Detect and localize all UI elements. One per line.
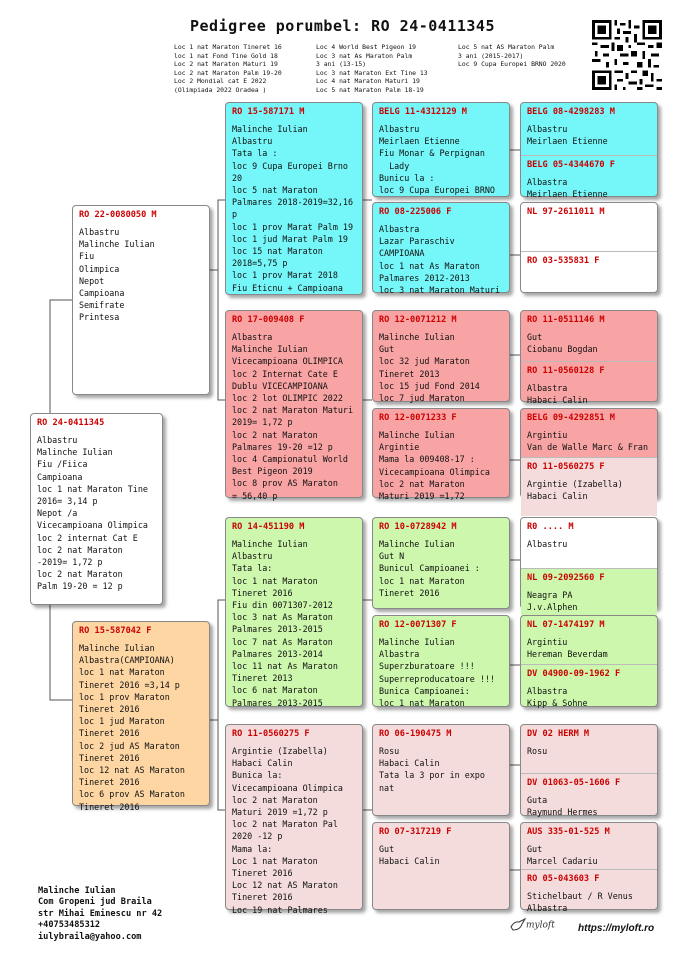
gggp-ring: RO 03-535831 F [527,256,600,266]
great-grandparent-info: Rosu Habaci Calin Tata la 3 por in expo nat [379,746,485,793]
grandparent-info: Argintie (Izabella) Habaci Calin Bunica la: Vicecampioana Olimpica loc 2 nat Maraton Maturi 2019 =1,72 p loc 2 nat Maraton Pal 2020 -12 p Mama la: Loc 1 nat Maraton Tineret 2016 Loc 12 nat AS Maraton Tineret 2016 Loc 19 nat Palmares [232,746,343,915]
gggp-info: Rosu [527,746,548,756]
gggp-entry[interactable] [521,155,657,204]
dam-info: Malinche Iulian Albastra(CAMPIOANA) loc 1 nat Maraton Tineret 2016 =3,14 p loc 1 prov Maraton Tineret 2016 loc 1 jud Maraton Tineret 2016 loc 2 jud AS Maraton Tineret 2016 loc 12 nat AS Maraton Tineret 2016 loc 6 prov AS Maraton Tineret 2016 [79,643,185,812]
great-grandparent-info: Gut Habaci Calin [379,844,440,867]
owner-phone: +40753485312 [38,920,101,931]
gggp-ring: BELG 08-4298283 M [527,107,615,117]
grandparent-card[interactable] [225,310,363,501]
gggp-info: Albastru Meirlaen Etienne [527,124,608,147]
achievements-col-2: Loc 4 World Best Pigeon 19 Loc 3 nat As Maraton Palm 3 ani (13-15) Loc 3 nat Maraton Ext Tine 13 Loc 4 nat Maraton Maturi 19 Loc 5 nat Maraton Palm 18-19 [316,43,428,94]
gggp-pair-card[interactable] [520,408,658,502]
sire-card[interactable] [72,205,210,395]
gggp-entry[interactable] [521,361,657,410]
great-grandparent-ring: RO 06-190475 M [379,729,452,739]
grandparent-card[interactable] [225,724,363,915]
gggp-info: Guta Raymund Hermes [527,795,598,818]
great-grandparent-card[interactable] [372,310,510,402]
grandparent-card[interactable] [225,517,363,707]
gggp-entry[interactable] [521,103,657,155]
subject-card[interactable] [30,413,163,605]
great-grandparent-info: Albastra Lazar Paraschiv CAMPIOANA loc 1 nat As Maraton Palmares 2012-2013 loc 3 nat Maraton Maturi [379,224,501,296]
gggp-info: Argintie (Izabella) Habaci Calin [527,479,623,502]
gggp-ring: DV 02 HERM M [527,729,590,739]
subject-info: Albastru Malinche Iulian Fiu /Fiica Campioana loc 1 nat Maraton Tine 2016= 3,14 p Nepot /a Vicecampioana Olimpica loc 2 internat Cat E loc 2 nat Maraton -2019= 1,72 p loc 2 nat Maraton Palm 19-20 = 12 p [37,435,148,592]
great-grandparent-ring: RO 12-0071233 F [379,413,457,423]
gggp-pair-card[interactable] [520,102,658,200]
great-grandparent-ring: RO 12-0071307 F [379,620,457,630]
gggp-ring: RO 11-0560128 F [527,366,605,376]
great-grandparent-card[interactable] [372,408,510,502]
gggp-ring: NL 07-1474197 M [527,620,605,630]
gggp-pair-card[interactable] [520,615,658,707]
great-grandparent-card[interactable] [372,202,510,296]
great-grandparent-card[interactable] [372,615,510,707]
gggp-info: Argintiu Van de Walle Marc & Fran [527,430,649,453]
great-grandparent-info: Malinche Iulian Gut N Bunicul Campioanei : loc 1 nat Maraton Tineret 2016 [379,539,480,598]
owner-email[interactable]: iulybraila@yahoo.com [38,931,142,942]
grandparent-card[interactable] [225,102,363,295]
great-grandparent-ring: BELG 11-4312129 M [379,107,467,117]
gggp-entry[interactable] [521,616,657,664]
owner-contact [38,886,162,943]
gggp-info: Albastra Meirlaen Etienne [527,177,608,200]
gggp-info: Albastra Kipp & Sohne [527,686,588,709]
gggp-ring: NL 09-2092560 F [527,573,605,583]
pigeon-icon [510,918,526,932]
gggp-pair-card[interactable] [520,517,658,613]
achievements-col-3: Loc 5 nat AS Maraton Palm 3 ani (2015-2017) Loc 9 Cupa Europei BRNO 2020 [458,43,566,69]
grandparent-ring: RO 11-0560275 F [232,729,310,739]
gggp-pair-card[interactable] [520,822,658,914]
grandparent-ring: RO 17-009408 F [232,315,305,325]
site-link[interactable]: https://myloft.ro [578,923,655,934]
great-grandparent-ring: RO 12-0071212 M [379,315,457,325]
sire-info: Albastru Malinche Iulian Fiu Olimpica Nepot Campioana Semifrate Printesa [79,227,155,323]
sire-ring: RO 22-0080050 M [79,210,157,220]
gggp-info: Gut Ciobanu Bogdan [527,332,598,355]
gggp-entry[interactable] [521,457,657,516]
owner-address-line: str Mihai Eminescu nr 42 [38,908,163,919]
gggp-info: Argintiu Hereman Beverdam [527,637,608,660]
gggp-ring: R0 .... M [527,522,574,532]
gggp-ring: RO 05-043603 F [527,874,600,884]
gggp-ring: BELG 05-4344670 F [527,160,615,170]
great-grandparent-card[interactable] [372,822,510,910]
gggp-info: Albastra Habaci Calin [527,383,588,406]
gggp-ring: AUS 335-01-525 M [527,827,610,837]
gggp-entry[interactable] [521,869,657,918]
gggp-ring: DV 01063-05-1606 F [527,778,621,788]
gggp-entry[interactable] [521,203,657,251]
gggp-entry[interactable] [521,251,657,276]
achievements-col-1: Loc 1 nat Maraton Tineret 16 loc 1 nat Fond Tine Gold 18 Loc 2 nat Maraton Maturi 19 Loc 2 nat Maraton Palm 19-20 Loc 2 Mondial cat E 2022 (Olimpiada 2022 Oradea ) [174,43,282,94]
great-grandparent-info: Malinche Iulian Argintie Mama la 009408-17 : Vicecampioana Olimpica loc 2 nat Maraton Maturi 2019 =1,72 [379,430,490,502]
grandparent-ring: RO 15-587171 M [232,107,305,117]
gggp-pair-card[interactable] [520,310,658,406]
great-grandparent-info: Malinche Iulian Albastra Superzburatoare !!! Superreproducatoare !!! Bunica Campioanei: loc 1 nat Maraton [379,637,495,709]
great-grandparent-card[interactable] [372,724,510,816]
subject-ring: RO 24-0411345 [37,418,105,428]
great-grandparent-ring: RO 10-0728942 M [379,522,457,532]
gggp-info: Stichelbaut / R Venus Albastra [527,891,633,914]
grandparent-info: Malinche Iulian Albastru Tata la : loc 9 Cupa Europei Brno 20 loc 5 nat Maraton Palmares 2018-2019=32,16 p loc 1 prov Marat Palm 19 loc 1 jud Marat Palm 19 loc 15 nat Maraton 2018=5,75 p loc 1 prov Marat 2018 Fiu Eticnu + Campioana [232,124,354,293]
owner-address-line: Com Gropeni jud Braila [38,897,152,908]
owner-name: Malinche Iulian [38,886,116,896]
gggp-pair-card[interactable] [520,202,658,293]
great-grandparent-card[interactable] [372,102,510,197]
great-grandparent-ring: RO 07-317219 F [379,827,452,837]
grandparent-info: Albastra Malinche Iulian Vicecampioana OLIMPICA loc 2 Internat Cate E Dublu VICECAMPIOANA loc 2 lot OLIMPIC 2022 loc 2 nat Maraton Maturi 2019= 1,72 p loc 2 nat Maraton Palmares 19-20 =12 p loc 4 Campionatul World Best Pigeon 2019 loc 8 prov AS Maraton = 56,40 p [232,332,354,501]
gggp-info: Neagra PA J.v.Alphen [527,590,578,613]
gggp-entry[interactable] [521,823,657,869]
gggp-entry[interactable] [521,725,657,773]
gggp-ring: RO 11-0560275 F [527,462,605,472]
dam-card[interactable] [72,621,210,812]
grandparent-ring: RO 14-451190 M [232,522,305,532]
gggp-ring: BELG 09-4292851 M [527,413,615,423]
page-title: Pedigree porumbel: RO 24-0411345 [190,17,495,35]
gggp-ring: RO 11-0511146 M [527,315,605,325]
gggp-ring: NL 97-2611011 M [527,207,605,217]
great-grandparent-info: Albastru Meirlaen Etienne Fiu Monar & Perpignan Lady Bunicu la : loc 9 Cupa Europei BRNO [379,124,495,196]
gggp-entry[interactable] [521,518,657,568]
gggp-entry[interactable] [521,773,657,822]
great-grandparent-ring: RO 08-225006 F [379,207,452,217]
gggp-ring: DV 04900-09-1962 F [527,669,621,679]
gggp-entry[interactable] [521,409,657,457]
myloft-logo: myloft [510,918,555,932]
gggp-entry[interactable] [521,311,657,361]
dam-ring: RO 15-587042 F [79,626,152,636]
gggp-pair-card[interactable] [520,724,658,816]
gggp-entry[interactable] [521,664,657,713]
gggp-info: Albastru [527,539,568,549]
great-grandparent-card[interactable] [372,517,510,609]
grandparent-info: Malinche Iulian Albastru Tata la: loc 1 nat Maraton Tineret 2016 Fiu din 0071307-2012 loc 3 nat As Maraton Palmares 2013-2015 loc 7 nat As Maraton Palmares 2013-2014 loc 11 nat As Maraton Tineret 2013 loc 6 nat Maraton Palmares 2013-2015 [232,539,338,708]
gggp-info: Gut Marcel Cadariu [527,844,598,867]
great-grandparent-info: Malinche Iulian Gut loc 32 jud Maraton Tineret 2013 loc 15 jud Fond 2014 loc 7 jud Maraton [379,332,480,404]
